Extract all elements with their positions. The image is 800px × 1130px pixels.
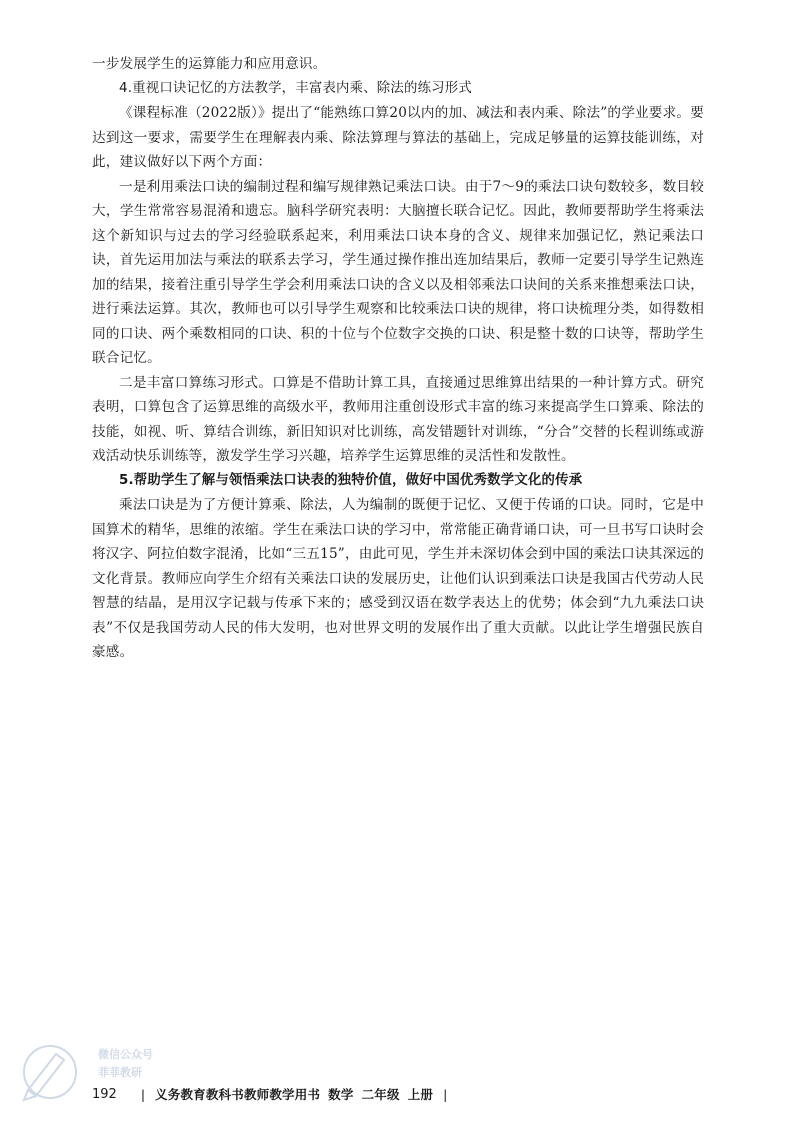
watermark-line-2: 菲菲教研 [98, 1066, 142, 1079]
footer-divider: | [140, 1086, 146, 1102]
book-title: 义务教育教科书教师教学用书 [155, 1087, 321, 1102]
footer-divider-end: | [443, 1086, 448, 1102]
paragraph-oral-practice: 二是丰富口算练习形式。口算是不借助计算工具，直接通过思维算出结果的一种计算方式。研究表明，口算包含了运算思维的高级水平，教师用注重创设形式丰富的练习来提高学生口算乘、除法的技能，如视、听、算结合训练，新旧知识对比训练，高发错题针对训练，“分合”交替的长程训练或游戏活动快乐训练等，激发学生学习兴趣，培养学生运算思维的灵活性和发散性。 [92, 374, 704, 464]
watermark-line-1: 微信公众号 [98, 1048, 153, 1061]
paragraph-culture: 乘法口诀是为了方便计算乘、除法，人为编制的既便于记忆、又便于传诵的口诀。同时，它是中国算术的精华，思维的浓缩。学生在乘法口诀的学习中，常常能正确背诵口诀，可一旦书写口诀时会将汉字、阿拉伯数字混淆，比如“三五15”，由此可见，学生并未深切体会到中国的乘法口诀其深远的文化背景。教师应向学生介绍有关乘法口诀的发展历史，让他们认识到乘法口诀是我国古代劳动人民智慧的结晶，是用汉字记载与传承下来的；感受到汉语在数学表达上的优势；体会到“九九乘法口诀表”不仅是我国劳动人民的伟大发明，也对世界文明的发展作出了重大贡献。以此让学生增强民族自豪感。 [92, 497, 704, 660]
paragraph-memorize-tables: 一是利用乘法口诀的编制过程和编写规律熟记乘法口诀。由于7～9的乘法口诀句数较多，数目较大，学生常常容易混淆和遗忘。脑科学研究表明：大脑擅长联合记忆。因此，教师要帮助学生将乘法这个新知识与过去的学习经验联系起来，利用乘法口诀本身的含义、规律来加强记忆，熟记乘法口诀，首先运用加法与乘法的联系去学习，学生通过操作推出连加结果后，教师一定要引导学生记熟连加的结果，接着注重引导学生学会利用乘法口诀的含义以及相邻乘法口诀间的关系来推想乘法口诀，进行乘法运算。其次，教师也可以引导学生观察和比较乘法口诀的规律，将口诀梳理分类，如得数相同的口诀、两个乘数相同的口诀、积的十位与个位数字交换的口诀、积是整十数的口诀等，帮助学生联合记忆。 [92, 178, 704, 366]
book-subject: 数学 [328, 1087, 354, 1102]
page-footer [92, 1083, 492, 1105]
page-body [92, 52, 704, 665]
book-volume: 上册 [407, 1087, 434, 1102]
paragraph-requirements: 《课程标准（2022版）》提出了“能熟练口算20以内的加、减法和表内乘、除法”的学业要求。要达到这一要求，需要学生在理解表内乘、除法算理与算法的基础上，完成足够量的运算技能训练，对此，建议做好以下两个方面： [92, 105, 704, 170]
pencil-logo-icon [10, 1040, 90, 1104]
paragraph-continuation: 一步发展学生的运算能力和应用意识。 [92, 56, 327, 72]
section-heading-4: 4.重视口诀记忆的方法教学，丰富表内乘、除法的练习形式 [119, 80, 472, 96]
page-number: 192 [92, 1086, 117, 1102]
section-heading-5: 5.帮助学生了解与领悟乘法口诀表的独特价值，做好中国优秀数学文化的传承 [119, 472, 583, 488]
book-grade: 二年级 [361, 1087, 400, 1102]
